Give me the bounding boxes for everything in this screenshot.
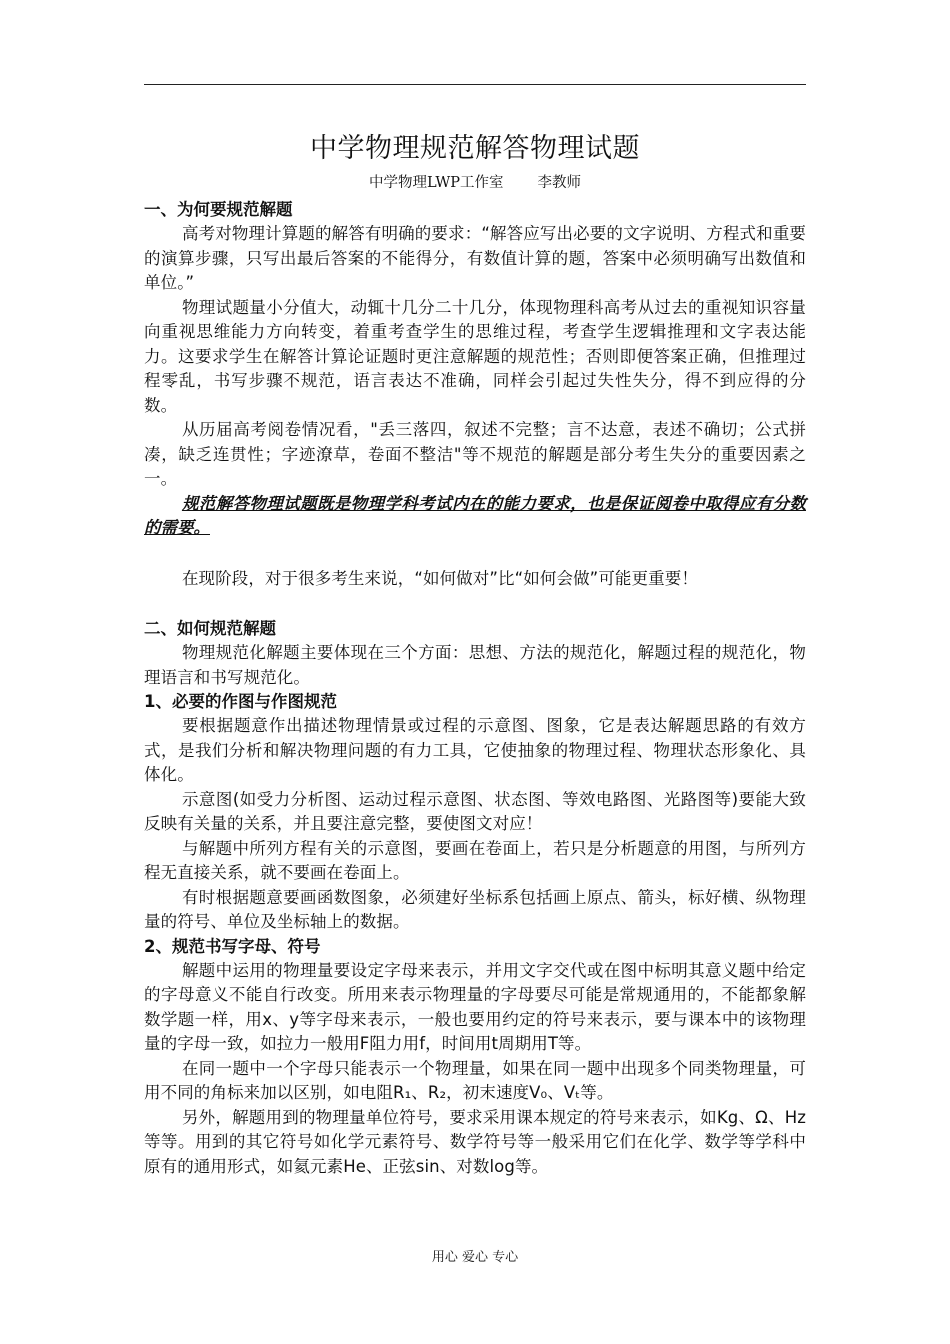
subsection-1-paragraph-4: 有时根据题意要画函数图象，必须建好坐标系包括画上原点、箭头，标好横、纵物理量的符号、单位及坐标轴上的数据。 [144, 887, 806, 931]
subsection-2-paragraph-1: 解题中运用的物理量要设定字母来表示，并用文字交代或在图中标明其意义题中给定的字母意义不能自行改变。所用来表示物理量的字母要尽可能是常规通用的，不能都象解数学题一样，用x、y等字母来表示，一般也要用约定的符号来表示，要与课本中的该物理量的字母一致，如拉力一般用F阻力用f，时间用t周期用T等。 [144, 960, 806, 1053]
spacer [144, 591, 806, 617]
subsection-2-heading: 2、规范书写字母、符号 [144, 936, 321, 956]
page-title: 中学物理规范解答物理试题 [310, 133, 640, 164]
subsection-2-paragraph-2: 在同一题中一个字母只能表示一个物理量，如果在同一题中出现多个同类物理量，可用不同的角标来加以区别，如电阻R₁、R₂，初末速度V₀、Vₜ等。 [144, 1058, 806, 1102]
section-1-paragraph-4: 在现阶段，对于很多考生来说，“如何做对”比“如何会做”可能更重要！ [181, 568, 698, 588]
section-1-paragraph-3: 从历届高考阅卷情况看，"丢三落四，叙述不完整；言不达意，表述不确切；公式拼凑，缺乏连贯性；字迹潦草，卷面不整洁"等不规范的解题是部分考生失分的重要因素之一。 [144, 420, 806, 488]
byline-org: 中学物理LWP工作室 [368, 175, 504, 191]
section-1-paragraph-2: 物理试题量小分值大，动辄十几分二十几分，体现物理科高考从过去的重视知识容量向重视思维能力方向转变，着重考查学生的思维过程，考查学生逻辑推理和文字表达能力。这要求学生在解答计算论证题时更注意解题的规范性；否则即便答案正确，但推理过程零乱，书写步骤不规范，语言表达不准确，同样会引起过失性失分，得不到应得的分数。 [144, 297, 806, 415]
page-footer: 用心 爱心 专心 [431, 1250, 519, 1265]
subsection-1-heading: 1、必要的作图与作图规范 [144, 692, 337, 711]
section-2-heading: 二、如何规范解题 [144, 619, 276, 638]
subsection-1-paragraph-3: 与解题中所列方程有关的示意图，要画在卷面上，若只是分析题意的用图，与所列方程无直接关系，就不要画在卷面上。 [144, 838, 806, 882]
section-1-heading: 一、为何要规范解题 [144, 200, 293, 219]
subsection-1-paragraph-1: 要根据题意作出描述物理情景或过程的示意图、图象，它是表达解题思路的有效方式，是我们分析和解决物理问题的有力工具，它使抽象的物理过程、物理状态形象化、具体化。 [144, 716, 806, 784]
header-rule [144, 84, 806, 85]
subsection-1-paragraph-2: 示意图(如受力分析图、运动过程示意图、状态图、等效电路图、光路图等)要能大致反映有关量的关系，并且要注意完整，要使图文对应！ [144, 789, 806, 833]
section-1-emphasis: 规范解答物理试题既是物理学科考试内在的能力要求，也是保证阅卷中取得应有分数的需要。 [144, 493, 806, 537]
document-body [144, 126, 806, 1179]
spacer [144, 541, 806, 567]
byline-author: 李教师 [537, 175, 582, 191]
section-1-paragraph-1: 高考对物理计算题的解答有明确的要求：“解答应写出必要的文字说明、方程式和重要的演算步骤，只写出最后答案的不能得分，有数值计算的题，答案中必须明确写出数值和单位。” [144, 224, 806, 292]
byline [144, 172, 806, 194]
subsection-2-paragraph-3: 另外，解题用到的物理量单位符号，要求采用课本规定的符号来表示，如Kg、Ω、Hz等等。用到的其它符号如化学元素符号、数学符号等一般采用它们在化学、数学等学科中原有的通用形式，如氦元素He、正弦sin、对数log等。 [144, 1107, 806, 1176]
section-2-paragraph-1: 物理规范化解题主要体现在三个方面：思想、方法的规范化，解题过程的规范化，物理语言和书写规范化。 [144, 643, 806, 687]
